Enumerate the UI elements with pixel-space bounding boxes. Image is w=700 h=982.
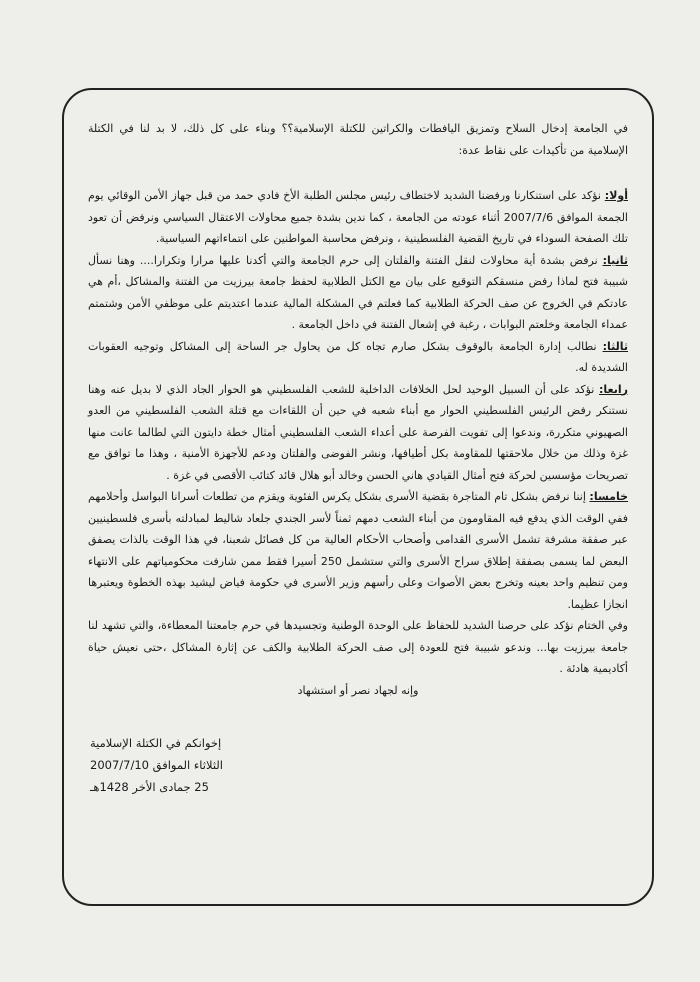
point-3-text: نطالب إدارة الجامعة بالوقوف بشكل صارم تجاه كل من يحاول جر الساحة إلى المشاكل وتوجيه العقوبات الشديدة له. [88, 339, 628, 374]
signature-from: إخوانكم في الكتلة الإسلامية [90, 736, 222, 750]
closing-line: وإنه لجهاد نصر أو استشهاد [297, 683, 419, 697]
point-4-heading: رابعا: [599, 382, 628, 396]
signature-date-gregorian: الثلاثاء الموافق 2007/7/10 [90, 758, 223, 772]
point-4-text: نؤكد على أن السبيل الوحيد لحل الخلافات الداخلية للشعب الفلسطيني هو الحوار الجاد الذي لا بديل عنه وهنا نستنكر رفض الرئيس الفلسطيني الحوار مع أبناء شعبه في حين أن اللقاءات مع قتلة الشعب الفلسطيني من العدو الصهيوني متكررة، وندعوا إلى تفويت الفرصة على أعداء الشعب الفلسطيني أمثال خطة دايتون التي لطالما عانت منها غزة وذلك من خلال ملاحقتها للمقاومة بكل أطيافها، ونشر الفوضى والفلتان ودعم للأجهزة الأمنية ، وهذا ما توافق مع تصريحات مؤسسين لحركة فتح أمثال القيادي هاني الحسن وخالد أبو هلال قائد كتائب الأقصى في غزة . [88, 382, 628, 482]
point-2-text: نرفض بشدة أية محاولات لنقل الفتنة والفلتان إلى حرم الجامعة والتي أكدنا عليها مرارا وتكرارا.... وهنا نسأل شبيبة فتح لماذا رفض منسقكم التوقيع على بيان مع الكتل الطلابية لحفظ جامعة بيرزيت من الفتنة والمشاكل ،أم هي عادتكم في الخروج عن صف الحركة الطلابية كما فعلتم في المشكلة المالية عندما اعتديتم على موظفي الأمن وشتمتم عمداء الجامعة وخلعتم البوابات ، رغبة في إشعال الفتنة في داخل الجامعة . [88, 253, 628, 331]
point-1-heading: أولا: [604, 189, 628, 202]
point-5-heading: خامسا: [589, 490, 629, 503]
intro-paragraph: في الجامعة إدخال السلاح وتمزيق اليافطات والكراتين للكتلة الإسلامية؟؟ وبناء على كل ذلك، لا بد لنا في الكتلة الإسلامية من تأكيدات على نقاط عدة: [88, 122, 628, 157]
point-5 [88, 486, 628, 615]
point-4 [88, 379, 628, 487]
signature-date-hijri: 25 جمادى الأخر 1428هـ [90, 780, 209, 794]
point-2 [88, 250, 628, 336]
point-3-heading: ثالثا: [602, 339, 628, 353]
signature-block [90, 732, 310, 798]
point-5-text: إننا نرفض بشكل تام المتاجرة بقضية الأسرى بشكل يكرس الفئوية ويقزم من تطلعات أسرانا البواسل وأحلامهم ففي الوقت الذي يدفع فيه المقاومون من أبناء الشعب دمهم ثمناً لأسر الجندي جلعاد شاليط لمبادلته بأسرى فلسطينيين عبر صفقة مشرفة تشمل الأسرى القدامى وأصحاب الأحكام العالية من كل فصائل شعبنا، في هذا الوقت بالذات يصفق البعض لما يسمى بصفقة إطلاق سراح الأسرى والتي ستشمل 250 أسيرا فقط ممن شارفت محكومياتهم على الانتهاء ومن تنظيم واحد بعينه وتخرج بعض الأصوات وعلى رأسهم وزير الأسرى في حكومة فياض ليشيد بهذه الخطوة ويعتبرها انجازا عظيما. [88, 490, 628, 611]
point-1-text: نؤكد على استنكارنا ورفضنا الشديد لاختطاف رئيس مجلس الطلبة الأخ فادي حمد من قبل جهاز الأمن الوقائي يوم الجمعة الموافق 2007/7/6 أثناء عودته من الجامعة ، كما ندين بشدة جميع محاولات الاعتقال السياسي ونرفض أن تعود تلك الصفحة السوداء في تاريخ القضية الفلسطينية ، ونرفض محاسبة المواطنين على انتماءاتهم السياسية. [88, 189, 628, 245]
conclusion-paragraph: وفي الختام نؤكد على حرصنا الشديد للحفاظ على الوحدة الوطنية وتجسيدها في حرم جامعتنا المعطاءة، والتي تشهد لنا جامعة بيرزيت بها... وندعو شبيبة فتح للعودة إلى صف الحركة الطلابية والكف عن إثارة المشاكل ،حتى نعيش حياة أكاديمية هادئة . [88, 619, 628, 675]
point-2-heading: ثانيا: [602, 253, 628, 267]
point-3 [88, 336, 628, 379]
statement-body [88, 118, 628, 701]
point-1 [88, 185, 628, 250]
